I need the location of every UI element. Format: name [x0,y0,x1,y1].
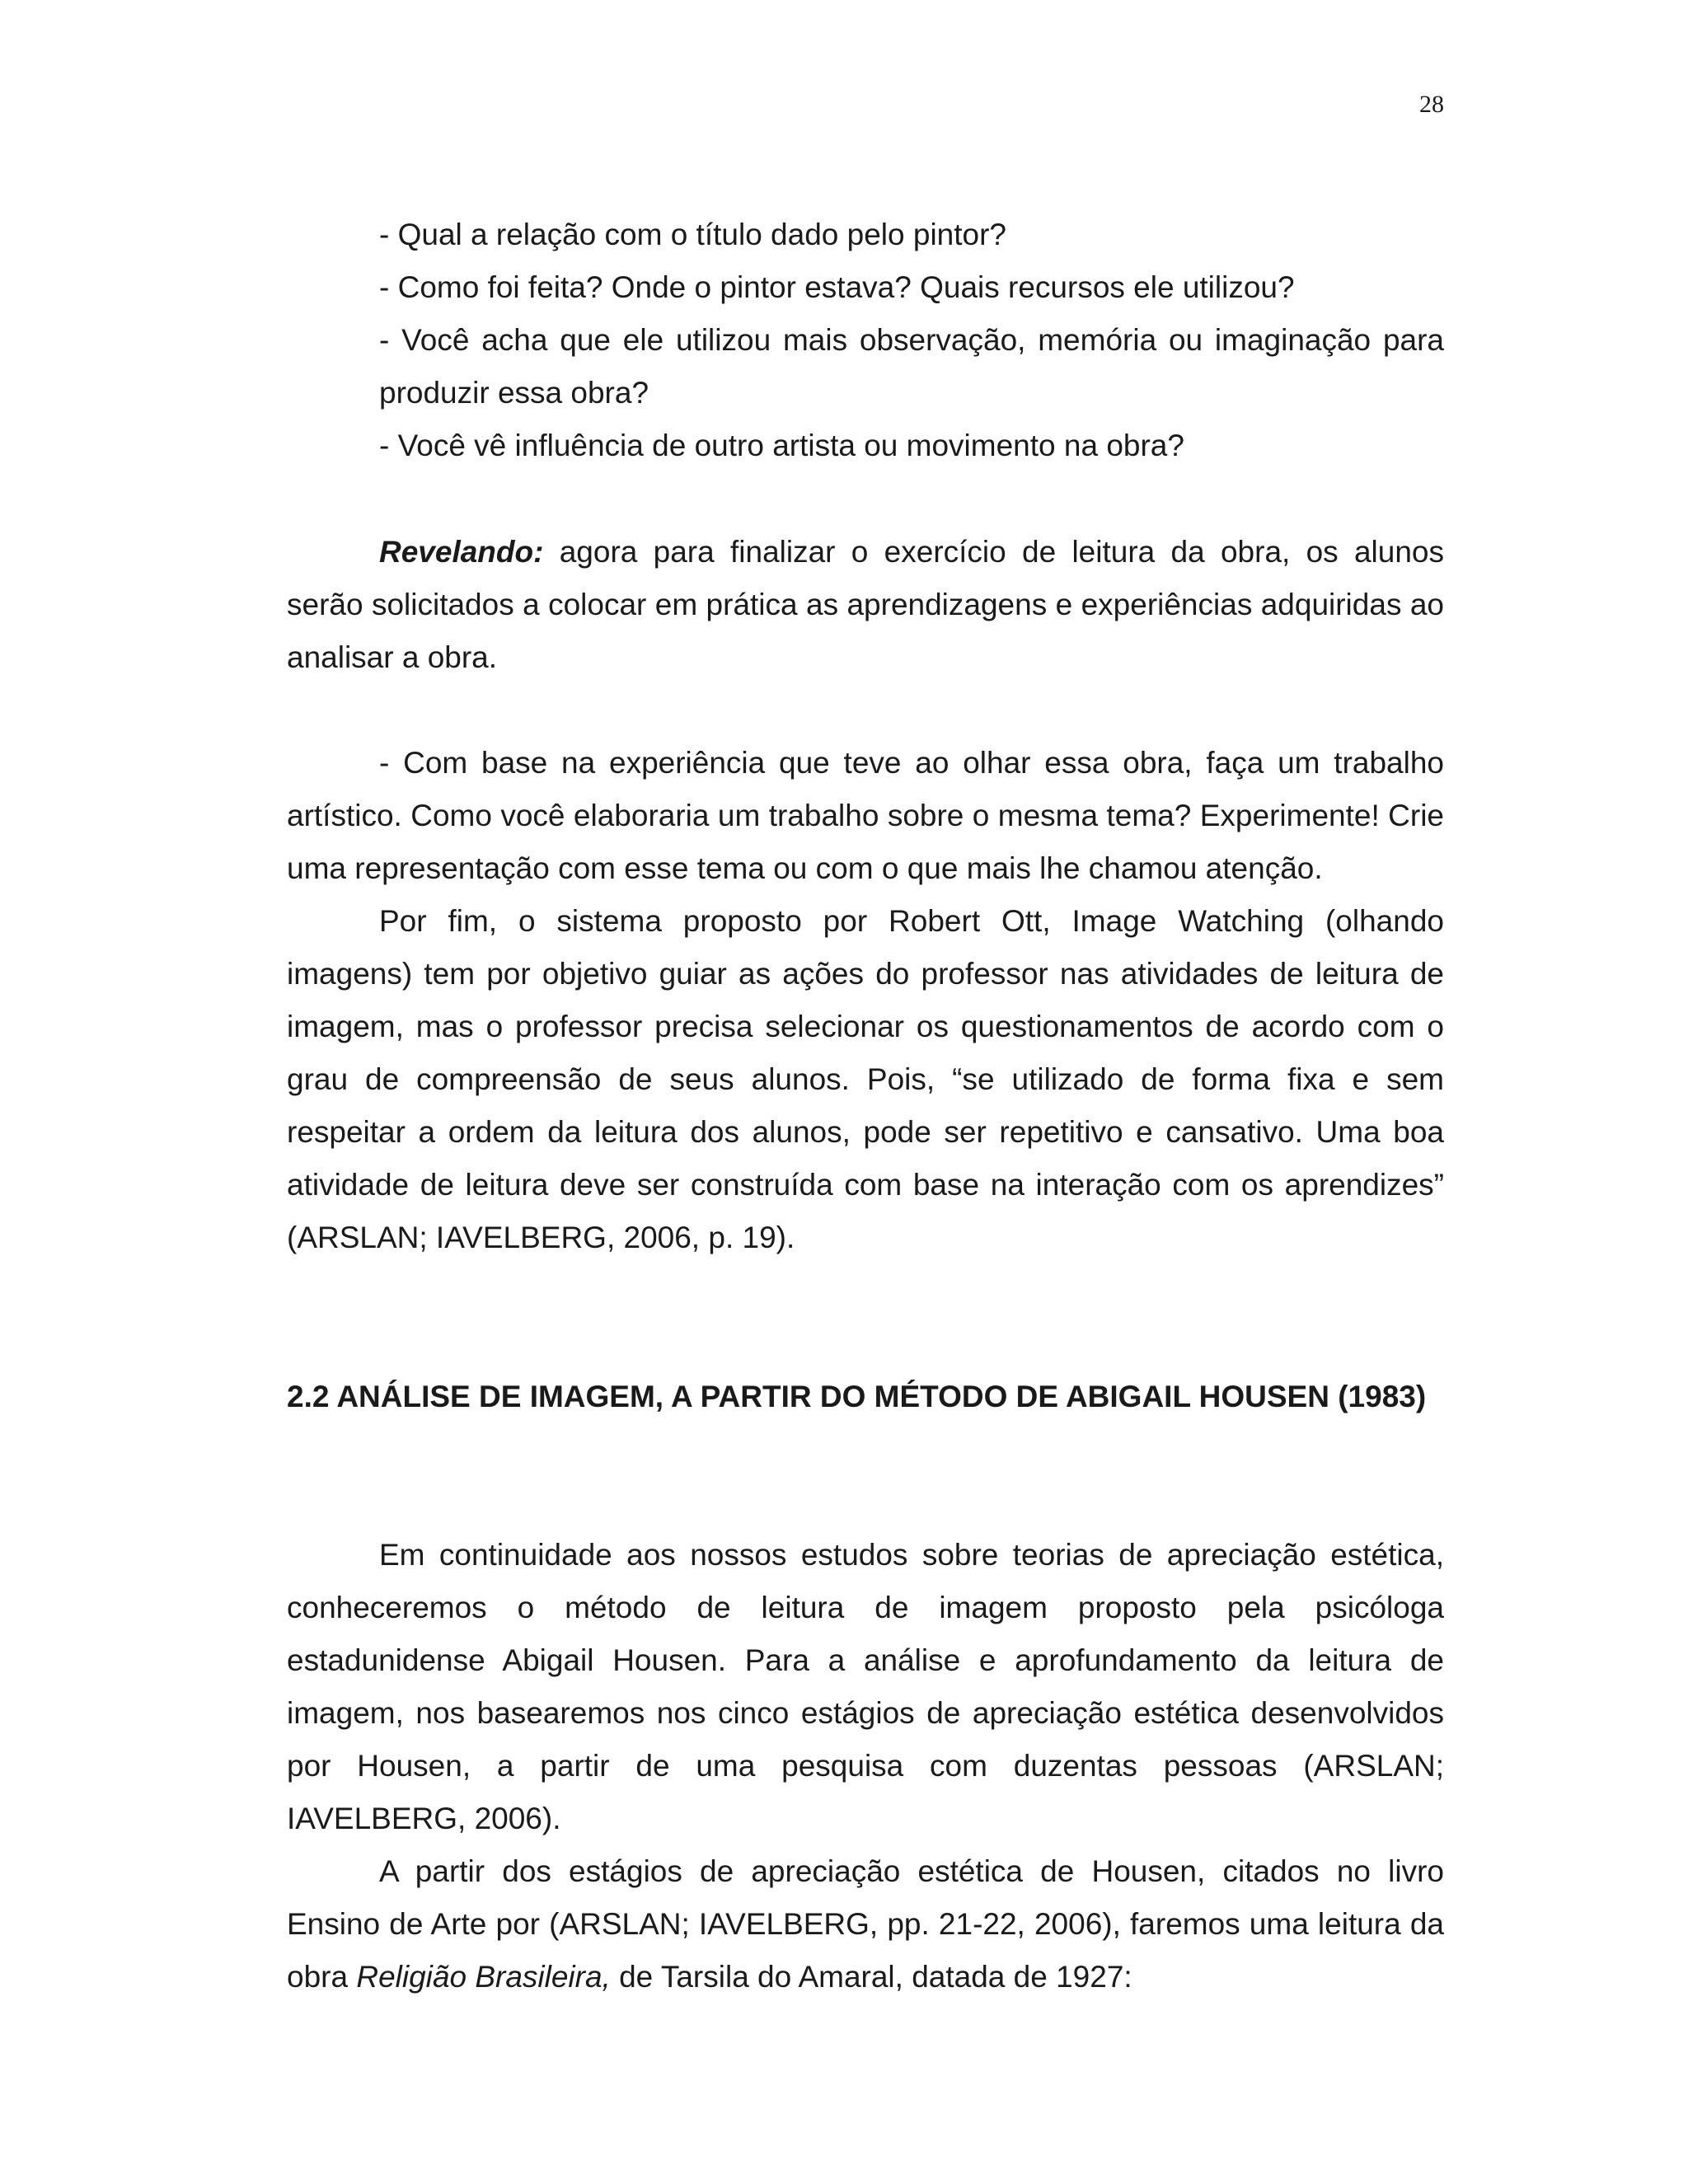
question-item: - Como foi feita? Onde o pintor estava? Quais recursos ele utilizou? [379,270,1295,304]
page-number: 28 [1419,91,1444,118]
question-item: - Você vê influência de outro artista ou movimento na obra? [379,429,1184,462]
revelando-paragraph [287,526,1444,684]
housen-paragraph: Em continuidade aos nossos estudos sobre teorias de apreciação estética, conheceremos o método de leitura de imagem proposto pela psicóloga estadunidense Abigail Housen. Para a análise e aprofundamento da leitura de imagem, nos basearemos nos cinco estágios de apreciação estética desenvolvidos por Housen, a partir de uma pesquisa com duzentas pessoas (ARSLAN; IAVELBERG, 2006). [287,1538,1444,1835]
final-text-before: A partir dos estágios de apreciação estética de Housen, citados no livro Ensino de Arte por (ARSLAN; IAVELBERG, pp. 21-22, 2006), faremos uma leitura da obra [287,1854,1444,1994]
body-block-1 [287,737,1444,1264]
final-paragraph [287,1845,1444,2004]
question-item: - Você acha que ele utilizou mais observação, memória ou imaginação para produzir essa obra? [379,323,1444,410]
revelando-lead: Revelando: [379,535,544,569]
section-heading: 2.2 ANÁLISE DE IMAGEM, A PARTIR DO MÉTODO DE ABIGAIL HOUSEN (1983) [287,1380,1427,1413]
final-text-after: de Tarsila do Amaral, datada de 1927: [610,1960,1132,1994]
prompt-paragraph: - Com base na experiência que teve ao olhar essa obra, faça um trabalho artístico. Como você elaboraria um trabalho sobre o mesma tema? Experimente! Crie uma representação com esse tema ou com o que mais lhe chamou atenção. [287,746,1444,885]
revelando-text: agora para finalizar o exercício de leitura da obra, os alunos serão solicitados a colocar em prática as aprendizagens e experiências adquiridas ao analisar a obra. [287,535,1444,674]
artwork-title: Religião Brasileira, [356,1960,611,1994]
ott-paragraph: Por fim, o sistema proposto por Robert Ott, Image Watching (olhando imagens) tem por objetivo guiar as ações do professor nas atividades de leitura de imagem, mas o professor precisa selecionar os questionamentos de acordo com o grau de compreensão de seus alunos. Pois, “se utilizado de forma fixa e sem respeitar a ordem da leitura dos alunos, pode ser repetitivo e cansativo. Uma boa atividade de leitura deve ser construída com base na interação com os aprendizes” (ARSLAN; IAVELBERG, 2006, p. 19). [287,904,1444,1254]
question-list [379,209,1444,472]
question-item: - Qual a relação com o título dado pelo pintor? [379,218,1007,251]
body-block-2 [287,1529,1444,2004]
